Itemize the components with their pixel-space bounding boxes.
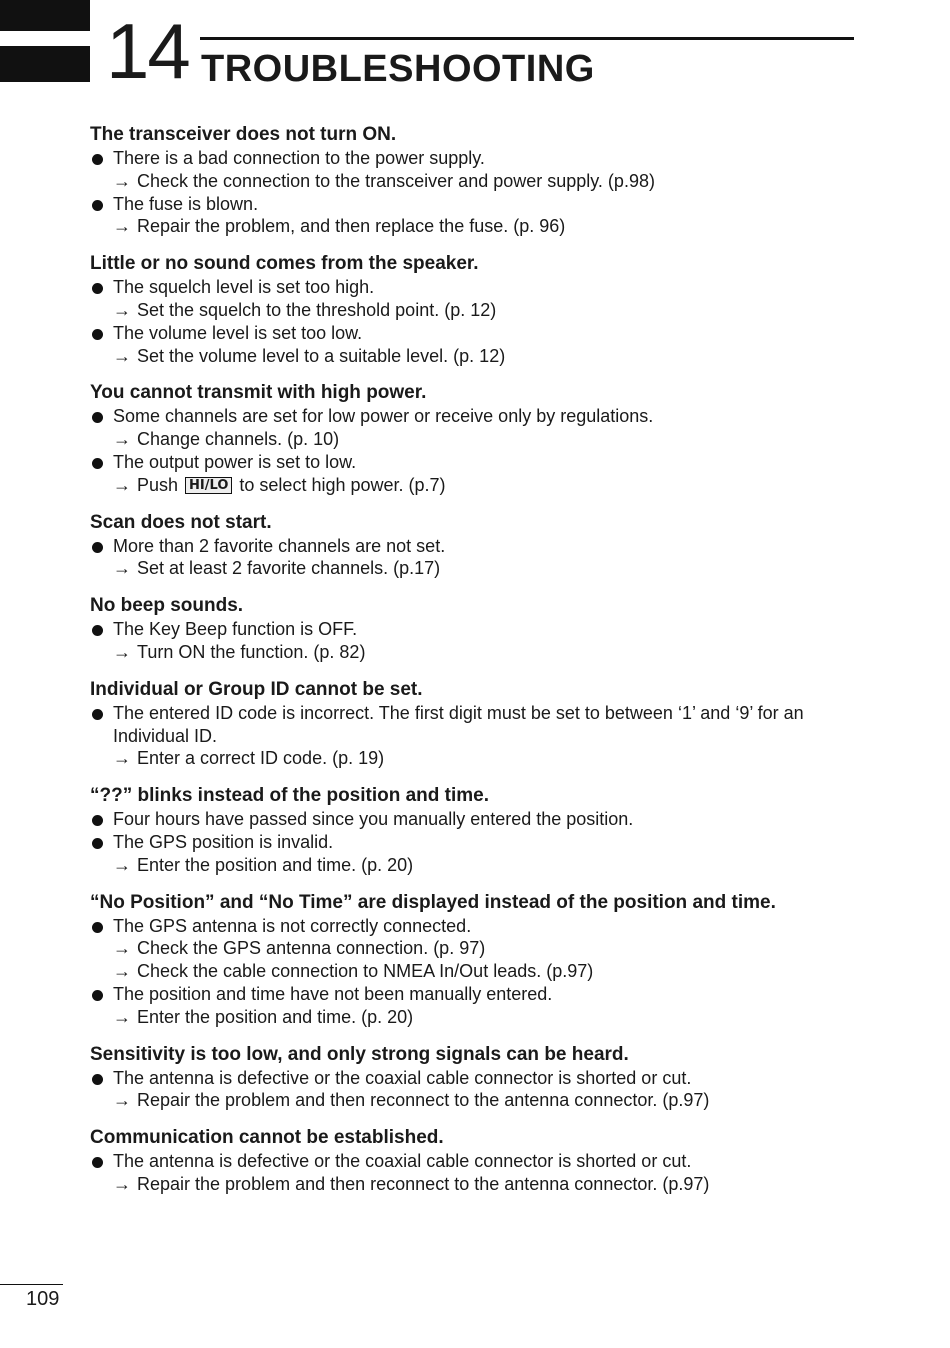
- chapter-title: TROUBLESHOOTING: [201, 48, 595, 90]
- remedy-text: Set the squelch to the threshold point. (p. 12): [137, 299, 497, 320]
- bullet-dot-icon: [92, 329, 103, 340]
- troubleshooting-section: [90, 1126, 860, 1196]
- remedy-item: [90, 747, 860, 770]
- chapter-tab-bar-bottom: [0, 46, 90, 82]
- remedy-text: Set at least 2 favorite channels. (p.17): [137, 558, 441, 579]
- bullet-dot-icon: [92, 709, 103, 720]
- cause-item: [90, 915, 860, 938]
- cause-text: The squelch level is set too high.: [113, 277, 375, 298]
- cause-item: [90, 831, 860, 854]
- cause-item: [90, 405, 860, 428]
- cause-item: [90, 1150, 860, 1173]
- bullet-dot-icon: [92, 1157, 103, 1168]
- cause-item: [90, 702, 860, 748]
- cause-text: The output power is set to low.: [113, 451, 357, 472]
- remedy-item: [90, 1173, 860, 1196]
- bullet-dot-icon: [92, 458, 103, 469]
- troubleshooting-section: [90, 891, 860, 1029]
- cause-item: [90, 451, 860, 474]
- bullet-dot-icon: [92, 154, 103, 165]
- troubleshooting-section: [90, 678, 860, 770]
- arrow-icon: →: [113, 854, 131, 875]
- remedy-text: Repair the problem and then reconnect to the antenna connector. (p.97): [137, 1173, 710, 1194]
- arrow-icon: →: [113, 429, 131, 450]
- problem-heading: No beep sounds.: [90, 595, 244, 617]
- arrow-icon: →: [113, 216, 131, 237]
- remedy-item: [90, 960, 860, 983]
- troubleshooting-section: [90, 784, 860, 876]
- troubleshooting-section: [90, 252, 860, 367]
- remedy-text: Repair the problem and then reconnect to the antenna connector. (p.97): [137, 1090, 710, 1111]
- bullet-dot-icon: [92, 542, 103, 553]
- cause-item: [90, 147, 860, 170]
- cause-item: [90, 193, 860, 216]
- chapter-number: 14: [106, 7, 189, 95]
- troubleshooting-list: [90, 123, 860, 1210]
- problem-heading: “??” blinks instead of the position and time.: [90, 785, 490, 807]
- problem-heading: Individual or Group ID cannot be set.: [90, 678, 423, 700]
- problem-heading: Communication cannot be established.: [90, 1127, 444, 1149]
- problem-heading: The transceiver does not turn ON.: [90, 124, 397, 145]
- remedy-item: [90, 474, 860, 497]
- remedy-item: [90, 937, 860, 960]
- arrow-icon: →: [113, 961, 131, 982]
- remedy-item: [90, 428, 860, 451]
- cause-text: The antenna is defective or the coaxial cable connector is shorted or cut.: [113, 1067, 692, 1088]
- remedy-item: [90, 641, 860, 664]
- remedy-item: [90, 557, 860, 580]
- chapter-title-rule: [200, 37, 854, 40]
- remedy-text: Change channels. (p. 10): [137, 429, 340, 450]
- hi-lo-key-icon: HI/LO: [185, 477, 232, 494]
- remedy-text: Push: [137, 474, 179, 495]
- cause-item: [90, 983, 860, 1006]
- remedy-text: Enter the position and time. (p. 20): [137, 1006, 414, 1027]
- arrow-icon: →: [113, 641, 131, 662]
- remedy-text: to select high power. (p.7): [239, 474, 446, 495]
- cause-item: [90, 322, 860, 345]
- cause-text: There is a bad connection to the power supply.: [113, 148, 485, 168]
- cause-item: [90, 276, 860, 299]
- arrow-icon: →: [113, 1090, 131, 1111]
- troubleshooting-section: [90, 594, 860, 664]
- cause-item: [90, 618, 860, 641]
- problem-heading: Sensitivity is too low, and only strong signals can be heard.: [90, 1043, 629, 1065]
- arrow-icon: →: [113, 474, 131, 495]
- troubleshooting-section: [90, 381, 860, 496]
- bullet-dot-icon: [92, 990, 103, 1001]
- remedy-item: [90, 1089, 860, 1112]
- bullet-dot-icon: [92, 838, 103, 849]
- remedy-text: Repair the problem, and then replace the fuse. (p. 96): [137, 216, 566, 237]
- remedy-item: [90, 854, 860, 877]
- remedy-text: Enter a correct ID code. (p. 19): [137, 748, 385, 769]
- arrow-icon: →: [113, 558, 131, 579]
- cause-text: The GPS antenna is not correctly connected.: [113, 915, 472, 936]
- arrow-icon: →: [113, 938, 131, 959]
- bullet-dot-icon: [92, 922, 103, 933]
- troubleshooting-section: [90, 1043, 860, 1113]
- arrow-icon: →: [113, 1006, 131, 1027]
- remedy-text: Check the GPS antenna connection. (p. 97): [137, 938, 486, 959]
- cause-text: The fuse is blown.: [113, 193, 259, 214]
- problem-heading: You cannot transmit with high power.: [90, 382, 427, 404]
- cause-item: [90, 1067, 860, 1090]
- cause-text: The antenna is defective or the coaxial cable connector is shorted or cut.: [113, 1151, 692, 1172]
- remedy-text: Check the connection to the transceiver and power supply. (p.98): [137, 170, 655, 191]
- arrow-icon: →: [113, 1173, 131, 1194]
- remedy-item: [90, 299, 860, 322]
- remedy-item: [90, 1006, 860, 1029]
- cause-text: More than 2 favorite channels are not set.: [113, 535, 446, 556]
- bullet-dot-icon: [92, 200, 103, 211]
- bullet-dot-icon: [92, 412, 103, 423]
- cause-text: The entered ID code is incorrect. The first digit must be set to between ‘1’ and ‘9’ for an Individual ID.: [113, 702, 804, 746]
- troubleshooting-section: [90, 511, 860, 581]
- page-number-rule: [0, 1284, 63, 1285]
- arrow-icon: →: [113, 299, 131, 320]
- bullet-dot-icon: [92, 625, 103, 636]
- remedy-item: [90, 170, 860, 193]
- problem-heading: “No Position” and “No Time” are displayed instead of the position and time.: [90, 891, 776, 913]
- problem-heading: Little or no sound comes from the speaker.: [90, 253, 479, 275]
- cause-item: [90, 808, 860, 831]
- remedy-text: Turn ON the function. (p. 82): [137, 641, 366, 662]
- bullet-dot-icon: [92, 1074, 103, 1085]
- arrow-icon: →: [113, 170, 131, 191]
- cause-text: The GPS position is invalid.: [113, 831, 334, 852]
- cause-text: Four hours have passed since you manually entered the position.: [113, 809, 634, 830]
- cause-text: The position and time have not been manually entered.: [113, 983, 553, 1004]
- bullet-dot-icon: [92, 283, 103, 294]
- remedy-item: [90, 215, 860, 238]
- cause-text: The volume level is set too low.: [113, 322, 363, 343]
- remedy-text: Enter the position and time. (p. 20): [137, 854, 414, 875]
- arrow-icon: →: [113, 345, 131, 366]
- bullet-dot-icon: [92, 815, 103, 826]
- chapter-tab-bar-top: [0, 0, 90, 31]
- cause-text: Some channels are set for low power or receive only by regulations.: [113, 406, 654, 427]
- cause-text: The Key Beep function is OFF.: [113, 619, 358, 640]
- arrow-icon: →: [113, 748, 131, 769]
- problem-heading: Scan does not start.: [90, 511, 272, 533]
- remedy-text: Set the volume level to a suitable level. (p. 12): [137, 345, 506, 366]
- cause-item: [90, 535, 860, 558]
- page-number: 109: [26, 1288, 60, 1310]
- remedy-item: [90, 345, 860, 368]
- troubleshooting-section: [90, 123, 860, 238]
- remedy-text: Check the cable connection to NMEA In/Out leads. (p.97): [137, 961, 594, 982]
